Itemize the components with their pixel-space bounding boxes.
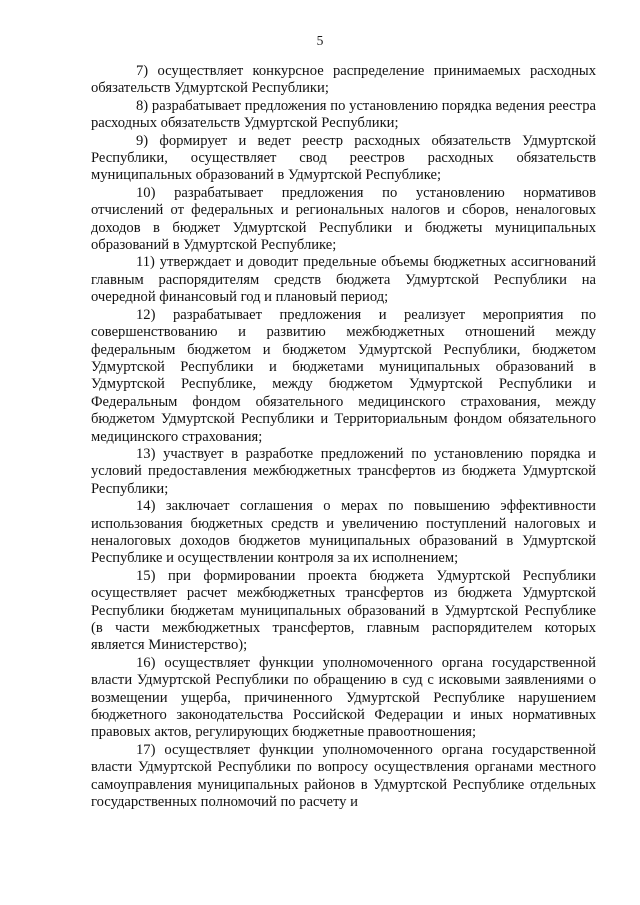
document-body [91, 63, 596, 811]
page-number: 5 [316, 33, 324, 48]
paragraph-item-9: 9) формирует и ведет реестр расходных обязательств Удмуртской Республики, осуществляет свод реестров расходных обязательств муниципальных образований в Удмуртской Республике; [91, 132, 596, 184]
paragraph-item-15: 15) при формировании проекта бюджета Удмуртской Республики осуществляет расчет межбюджетных трансфертов из бюджета Удмуртской Республики бюджетам муниципальных образований в Удмуртской Республике (в части межбюджетных трансфертов, главным распорядителем которых является Министерство); [91, 567, 596, 654]
paragraph-item-17: 17) осуществляет функции уполномоченного органа государственной власти Удмуртской Республики по вопросу осуществления органами местного самоуправления муниципальных районов в Удмуртской Республике отдельных государственных полномочий по расчету и [91, 741, 596, 811]
paragraph-item-14: 14) заключает соглашения о мерах по повышению эффективности использования бюджетных средств и увеличению поступлений налоговых и неналоговых доходов бюджетов муниципальных образований в Удмуртской Республике и осуществлении контроля за их исполнением; [91, 498, 596, 567]
paragraph-item-16: 16) осуществляет функции уполномоченного органа государственной власти Удмуртской Республики по обращению в суд с исковыми заявлениями о возмещении ущерба, причиненного Удмуртской Республике нарушением бюджетного законодательства Российской Федерации и иных нормативных правовых актов, регулирующих бюджетные правоотношения; [91, 654, 596, 741]
paragraph-item-8: 8) разрабатывает предложения по установлению порядка ведения реестра расходных обязательств Удмуртской Республики; [91, 97, 596, 132]
paragraph-item-11: 11) утверждает и доводит предельные объемы бюджетных ассигнований главным распорядителям средств бюджета Удмуртской Республики на очередной финансовый год и плановый период; [91, 254, 596, 306]
paragraph-item-12: 12) разрабатывает предложения и реализует мероприятия по совершенствованию и развитию межбюджетных отношений между федеральным бюджетом и бюджетом Удмуртской Республики, бюджетом Удмуртской Республики и бюджетами муниципальных образований в Удмуртской Республике, между бюджетом Удмуртской Республики и Федеральным фондом обязательного медицинского страхования, между бюджетом Удмуртской Республики и Территориальным фондом обязательного медицинского страхования; [91, 306, 596, 445]
paragraph-item-10: 10) разрабатывает предложения по установлению нормативов отчислений от федеральных и региональных налогов и сборов, неналоговых доходов в бюджет Удмуртской Республики и бюджеты муниципальных образований в Удмуртской Республике; [91, 184, 596, 254]
paragraph-item-13: 13) участвует в разработке предложений по установлению порядка и условий предоставления межбюджетных трансфертов из бюджета Удмуртской Республики; [91, 445, 596, 497]
paragraph-item-7: 7) осуществляет конкурсное распределение принимаемых расходных обязательств Удмуртской Республики; [91, 63, 596, 97]
